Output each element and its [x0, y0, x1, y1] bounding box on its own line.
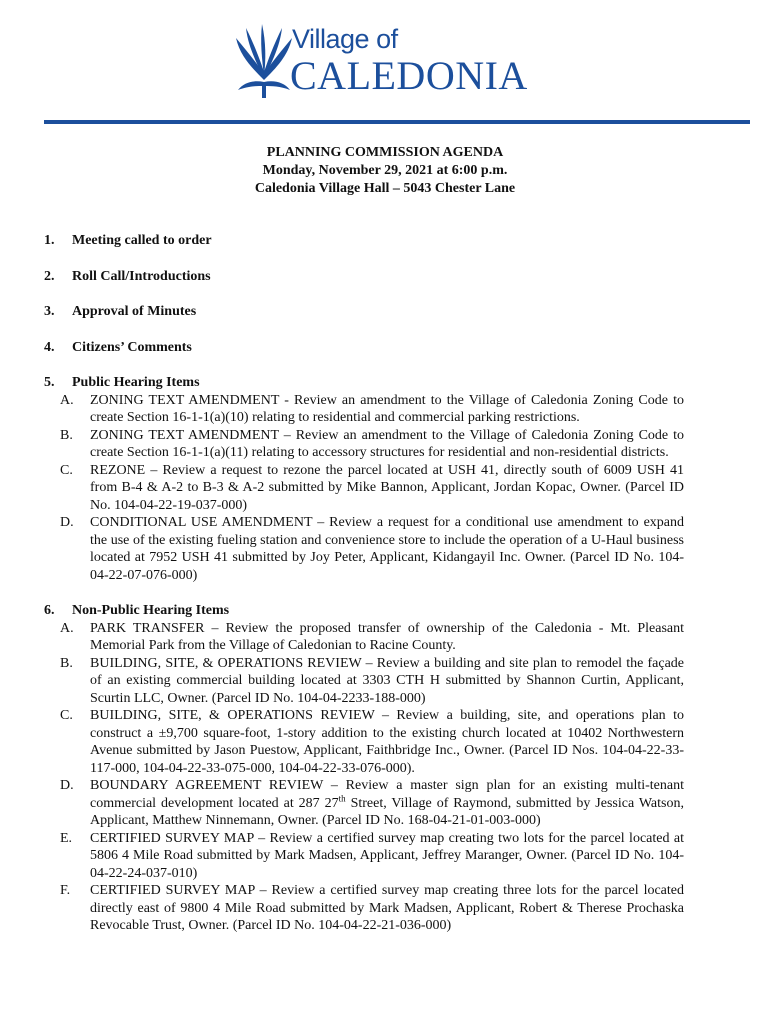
agenda-item	[44, 232, 684, 250]
public-hearing-subitems	[38, 392, 684, 585]
sub-letter: B.	[60, 655, 73, 671]
sub-letter: C.	[60, 708, 73, 723]
leaf-fan-icon	[232, 22, 296, 100]
agenda-header	[0, 144, 770, 198]
sub-text-after: Street, Village of Raymond, submitted by Jessica Watson, Applicant, Matthew Ninnemann, Owner. (Parcel ID No. 168-04-21-01-003-000)	[90, 795, 684, 828]
sub-item	[38, 830, 684, 883]
sub-text: BUILDING, SITE, & OPERATIONS REVIEW – Review a building and site plan to remodel the façade of an existing commercial building located at 3303 CTH H submitted by Shannon Curtin, Applicant, Scurtin LLC, Owner. (Parcel ID No. 104-04-2233-188-000)	[90, 655, 684, 706]
sub-item	[38, 514, 684, 584]
agenda-title: PLANNING COMMISSION AGENDA	[266, 145, 504, 160]
item-title: Non-Public Hearing Items	[72, 603, 230, 618]
sub-letter: F.	[60, 883, 71, 898]
sub-text: BUILDING, SITE, & OPERATIONS REVIEW – Review a building, site, and operations plan to construct a ±9,700 square-foot, 1-story addition to the existing church located at 10402 Northwestern Avenue submitted by Jason Puestow, Applicant, Faithbridge Inc., Owner. (Parcel ID Nos. 104-04-22-33-117-000, 104-04-22-33-075-000, 104-04-22-33-076-000).	[90, 708, 684, 776]
item-title: Meeting called to order	[72, 233, 212, 248]
item-title: Approval of Minutes	[72, 304, 197, 319]
sub-item	[38, 655, 684, 708]
sub-text: PARK TRANSFER – Review the proposed transfer of ownership of the Caledonia - Mt. Pleasant Memorial Park from the Village of Caledonian to Racine County.	[90, 620, 684, 653]
sub-text: CERTIFIED SURVEY MAP – Review a certified survey map creating three lots for the parcel located directly east of 9800 4 Mile Road submitted by Mark Madsen, Applicant, Robert & Therese Prochaska Revocable Trust, Owner. (Parcel ID No. 104-04-22-21-036-000)	[90, 883, 684, 933]
village-logo	[232, 22, 528, 100]
sub-letter: A.	[60, 392, 74, 408]
item-number: 3.	[44, 304, 55, 319]
item-number: 6.	[44, 603, 55, 618]
item-number: 1.	[44, 233, 55, 248]
sub-letter: B.	[60, 427, 73, 443]
sub-letter: D.	[60, 515, 74, 530]
agenda-item	[44, 303, 684, 321]
agenda-item	[44, 339, 684, 357]
item-number: 4.	[44, 339, 55, 355]
sub-superscript: th	[338, 792, 346, 803]
sub-letter: D.	[60, 778, 74, 793]
header-rule	[44, 120, 750, 124]
sub-letter: C.	[60, 462, 73, 478]
item-number: 5.	[44, 375, 55, 390]
sub-text: REZONE – Review a request to rezone the parcel located at USH 41, directly south of 6009 USH 41 from B-4 & A-2 to B-3 & A-2 submitted by Mike Bannon, Applicant, Jordan Kopac, Owner. (Parcel ID No. 104-04-22-19-037-000)	[90, 462, 684, 513]
sub-text-before: BOUNDARY AGREEMENT REVIEW – Review a master sign plan for an existing multi-tenant commercial development located at 287 27	[90, 778, 684, 811]
agenda-list	[44, 232, 684, 935]
agenda-location: Caledonia Village Hall – 5043 Chester Lane	[254, 181, 516, 196]
sub-item	[38, 777, 684, 830]
sub-item	[38, 620, 684, 655]
sub-letter: E.	[60, 830, 73, 846]
agenda-item	[44, 268, 684, 286]
sub-item	[38, 882, 684, 935]
logo-line2: CALEDONIA	[290, 53, 528, 98]
sub-text: ZONING TEXT AMENDMENT – Review an amendment to the Village of Caledonia Zoning Code to create Section 16-1-1(a)(11) relating to accessory structures for residential and non-residential districts.	[90, 427, 684, 460]
sub-item	[38, 707, 684, 777]
sub-item	[38, 427, 684, 462]
item-title: Citizens’ Comments	[72, 339, 192, 355]
sub-item	[38, 462, 684, 515]
sub-text: CERTIFIED SURVEY MAP – Review a certified survey map creating two lots for the parcel located at 5806 4 Mile Road submitted by Mark Madsen, Applicant, Jeffrey Maranger, Owner. (Parcel ID No. 104-04-22-24-037-010)	[90, 830, 684, 881]
agenda-item	[44, 602, 684, 620]
sub-item	[38, 392, 684, 427]
non-public-hearing-subitems	[38, 620, 684, 935]
agenda-item	[44, 374, 684, 392]
sub-text: ZONING TEXT AMENDMENT - Review an amendment to the Village of Caledonia Zoning Code to create Section 16-1-1(a)(10) relating to residential and commercial parking restrictions.	[90, 392, 684, 425]
logo-line1: Village of	[292, 24, 398, 54]
item-title: Public Hearing Items	[72, 375, 200, 390]
item-number: 2.	[44, 268, 55, 284]
sub-letter: A.	[60, 620, 74, 636]
sub-text: CONDITIONAL USE AMENDMENT – Review a request for a conditional use amendment to expand the use of the existing fueling station and convenience store to include the operation of a U-Haul business located at 7952 USH 41 submitted by Joy Peter, Applicant, Kidangayil Inc. Owner. (Parcel ID No. 104-04-22-07-076-000)	[90, 515, 684, 583]
item-title: Roll Call/Introductions	[72, 268, 211, 284]
agenda-date: Monday, November 29, 2021 at 6:00 p.m.	[262, 163, 508, 178]
